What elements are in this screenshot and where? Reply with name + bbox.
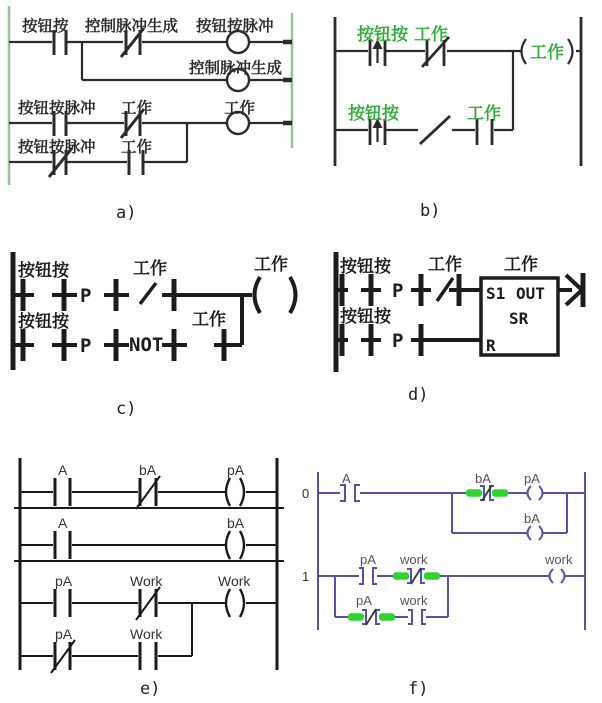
label: 工作 xyxy=(414,25,448,45)
label: 工作 xyxy=(121,99,153,117)
ladder-f xyxy=(300,430,602,703)
panel-b xyxy=(300,0,602,225)
label: 按钮按 xyxy=(348,104,399,124)
caption-d: d) xyxy=(408,385,429,405)
panel-c xyxy=(0,230,300,425)
coil xyxy=(226,589,244,617)
ladder-b xyxy=(300,0,602,225)
rung-1 xyxy=(9,16,292,57)
ladder-a xyxy=(0,0,300,225)
label: work xyxy=(400,552,428,567)
rung-1-parallel-branch xyxy=(335,576,448,625)
nc-contact-highlighted xyxy=(466,485,508,501)
nc-slash xyxy=(420,116,450,144)
label: 控制脉冲生成 xyxy=(189,59,283,77)
rung-2 xyxy=(20,515,277,559)
label: 工作 xyxy=(428,255,462,275)
coil xyxy=(528,526,543,540)
label: 工作 xyxy=(530,43,564,63)
label: 按钮按脉冲 xyxy=(18,138,96,156)
rung-3 xyxy=(9,98,292,138)
label: bA xyxy=(475,471,491,486)
label: 按钮按 xyxy=(340,307,391,327)
coil xyxy=(226,531,244,559)
rung-1 xyxy=(20,462,277,509)
label: 工作 xyxy=(192,310,226,330)
caption-f: f) xyxy=(408,679,429,699)
coil xyxy=(522,39,573,64)
caption-e: e) xyxy=(140,679,161,699)
sr-label: SR xyxy=(509,309,529,328)
label: 按钮按 xyxy=(22,17,69,35)
nc-contact-highlighted xyxy=(348,609,395,625)
label: 按钮按 xyxy=(357,25,408,45)
rung-1 xyxy=(13,254,296,313)
rung-number: 0 xyxy=(302,486,310,501)
rung-1 xyxy=(335,24,581,67)
no-contact xyxy=(359,568,377,584)
caption-a: a) xyxy=(116,203,137,223)
edge-operator: P xyxy=(80,285,92,307)
rung-2-branch xyxy=(82,42,292,91)
out-label: OUT xyxy=(516,284,545,303)
ladder-e xyxy=(0,430,300,703)
panel-d xyxy=(300,230,602,425)
panel-f xyxy=(300,430,602,703)
rung-3-parallel-branch xyxy=(20,603,192,673)
rung-0-parallel-branch xyxy=(452,493,567,540)
rung-1 xyxy=(302,552,585,584)
not-operator: NOT xyxy=(129,334,164,356)
no-contact xyxy=(340,485,360,501)
label: pA xyxy=(55,626,73,642)
no-contact xyxy=(408,610,426,624)
coil xyxy=(255,277,296,313)
label: 工作 xyxy=(133,259,167,279)
label: 按钮按 xyxy=(18,312,69,332)
panel-e xyxy=(0,430,300,703)
nc-contact-highlighted xyxy=(393,568,440,584)
coil xyxy=(528,486,543,500)
label: 工作 xyxy=(254,255,288,275)
label: 按钮按脉冲 xyxy=(196,17,274,35)
nc-slash xyxy=(140,283,156,304)
label: Work xyxy=(130,573,163,589)
label: work xyxy=(400,593,428,608)
ladder-d xyxy=(300,230,602,425)
label: 按钮按脉冲 xyxy=(18,99,96,117)
rung-2 xyxy=(336,306,481,356)
label: Work xyxy=(218,573,251,589)
label: pA xyxy=(227,462,245,478)
nc-contact xyxy=(51,640,75,673)
label: A xyxy=(342,471,351,486)
coil xyxy=(226,478,244,506)
rung-number: 1 xyxy=(302,569,310,584)
r-input-label: R xyxy=(486,336,496,355)
label: Work xyxy=(130,626,163,642)
label: 控制脉冲生成 xyxy=(85,17,179,35)
label: 工作 xyxy=(121,138,153,156)
label: pA xyxy=(55,573,73,589)
label: pA xyxy=(360,552,376,567)
caption-c: c) xyxy=(116,399,137,419)
label: pA xyxy=(356,593,372,608)
label: bA xyxy=(227,515,245,531)
nc-contact xyxy=(136,587,160,620)
edge-operator: P xyxy=(392,330,404,352)
label: bA xyxy=(139,462,157,478)
label: 工作 xyxy=(504,255,538,275)
sr-function-block xyxy=(481,254,558,355)
ladder-c xyxy=(0,230,300,425)
label: 工作 xyxy=(224,99,256,117)
output-arrow xyxy=(558,273,583,307)
label: work xyxy=(545,552,573,567)
label: 工作 xyxy=(467,104,501,124)
label: bA xyxy=(524,511,540,526)
label: 按钮按 xyxy=(340,257,391,277)
edge-operator: P xyxy=(80,335,92,357)
rung-0 xyxy=(302,471,585,501)
label: A xyxy=(58,462,68,478)
label: pA xyxy=(524,471,540,486)
rung-2 xyxy=(13,295,242,361)
caption-b: b) xyxy=(420,201,441,221)
s1-input-label: S1 xyxy=(486,284,506,303)
edge-operator: P xyxy=(392,280,404,302)
rung-1 xyxy=(336,254,481,306)
rung-3 xyxy=(20,573,277,620)
rung-4-branch xyxy=(9,123,187,177)
label: 按钮按 xyxy=(18,261,69,281)
panel-a xyxy=(0,0,300,225)
nc-contact xyxy=(136,476,160,509)
label: A xyxy=(58,515,68,531)
coil xyxy=(550,569,565,583)
